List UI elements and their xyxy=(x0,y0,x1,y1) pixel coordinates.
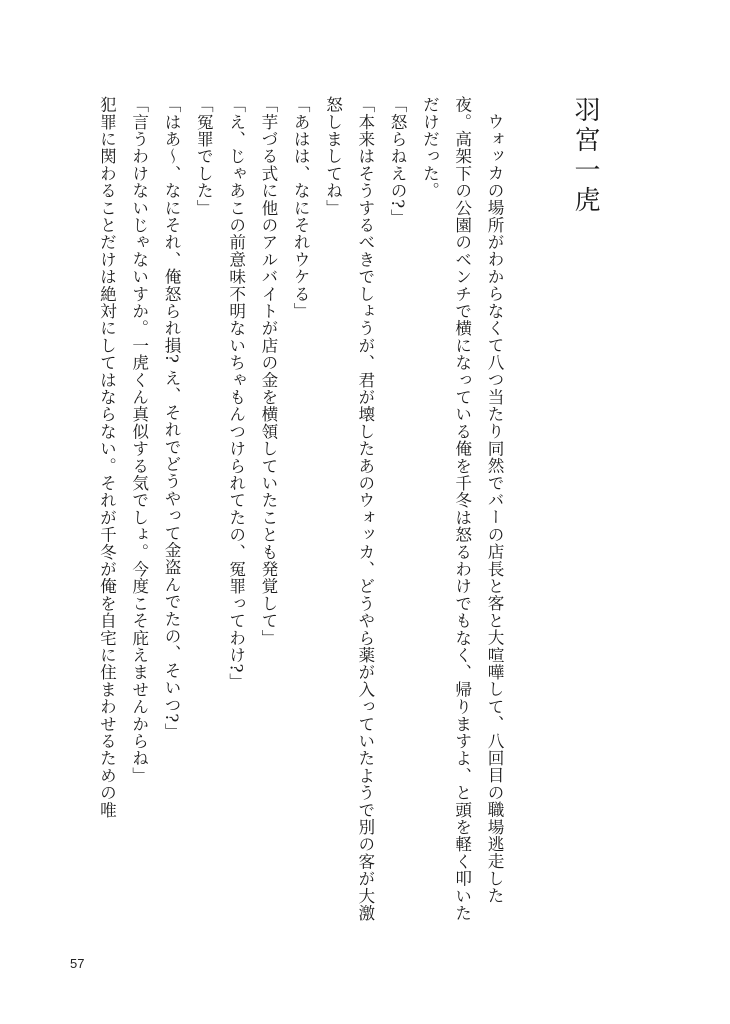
paragraph-4: 「あはは、なにそれウケる」 xyxy=(291,96,311,320)
body-text xyxy=(90,96,510,926)
page-number: 57 xyxy=(70,956,85,971)
paragraph-5: 「芋づる式に他のアルバイトが店の金を横領していたことも発覚して」 xyxy=(258,96,278,647)
paragraph-3: 「本来はそうするべきでしょうが、君が壊したあのウォッカ、どうやら薬が入っていたようで別の客が大激怒しましてね」 xyxy=(323,96,375,922)
chapter-title: 羽宮一虎 xyxy=(570,96,600,216)
paragraph-2: 「怒らねえの?」 xyxy=(388,96,408,226)
paragraph-1: ウォッカの場所がわからなくて八つ当たり同然でバーの店長と客と大喧嘩して、八回目の職場逃走した夜。高架下の公園のベンチで横になっている俺を千冬は怒るわけでもなく、帰りますよ、と頭を軽く叩いただけだった。 xyxy=(420,96,504,922)
paragraph-10: 犯罪に関わることだけは絶対にしてはならない。それが千冬が俺を自宅に住まわせるための唯 xyxy=(97,96,117,819)
paragraph-6: 「え、じゃあこの前意味不明ないちゃもんつけられてたの、冤罪ってわけ?」 xyxy=(226,96,246,691)
paragraph-7: 「冤罪でした」 xyxy=(194,96,214,217)
paragraph-8: 「はあ〜、なにそれ、俺怒られ損? え、それでどうやって金盗んでたの、そいつ?」 xyxy=(162,96,182,741)
paragraph-9: 「言うわけないじゃないすか。一虎くん真似する気でしょ。今度こそ庇えませんからね」 xyxy=(129,96,149,784)
